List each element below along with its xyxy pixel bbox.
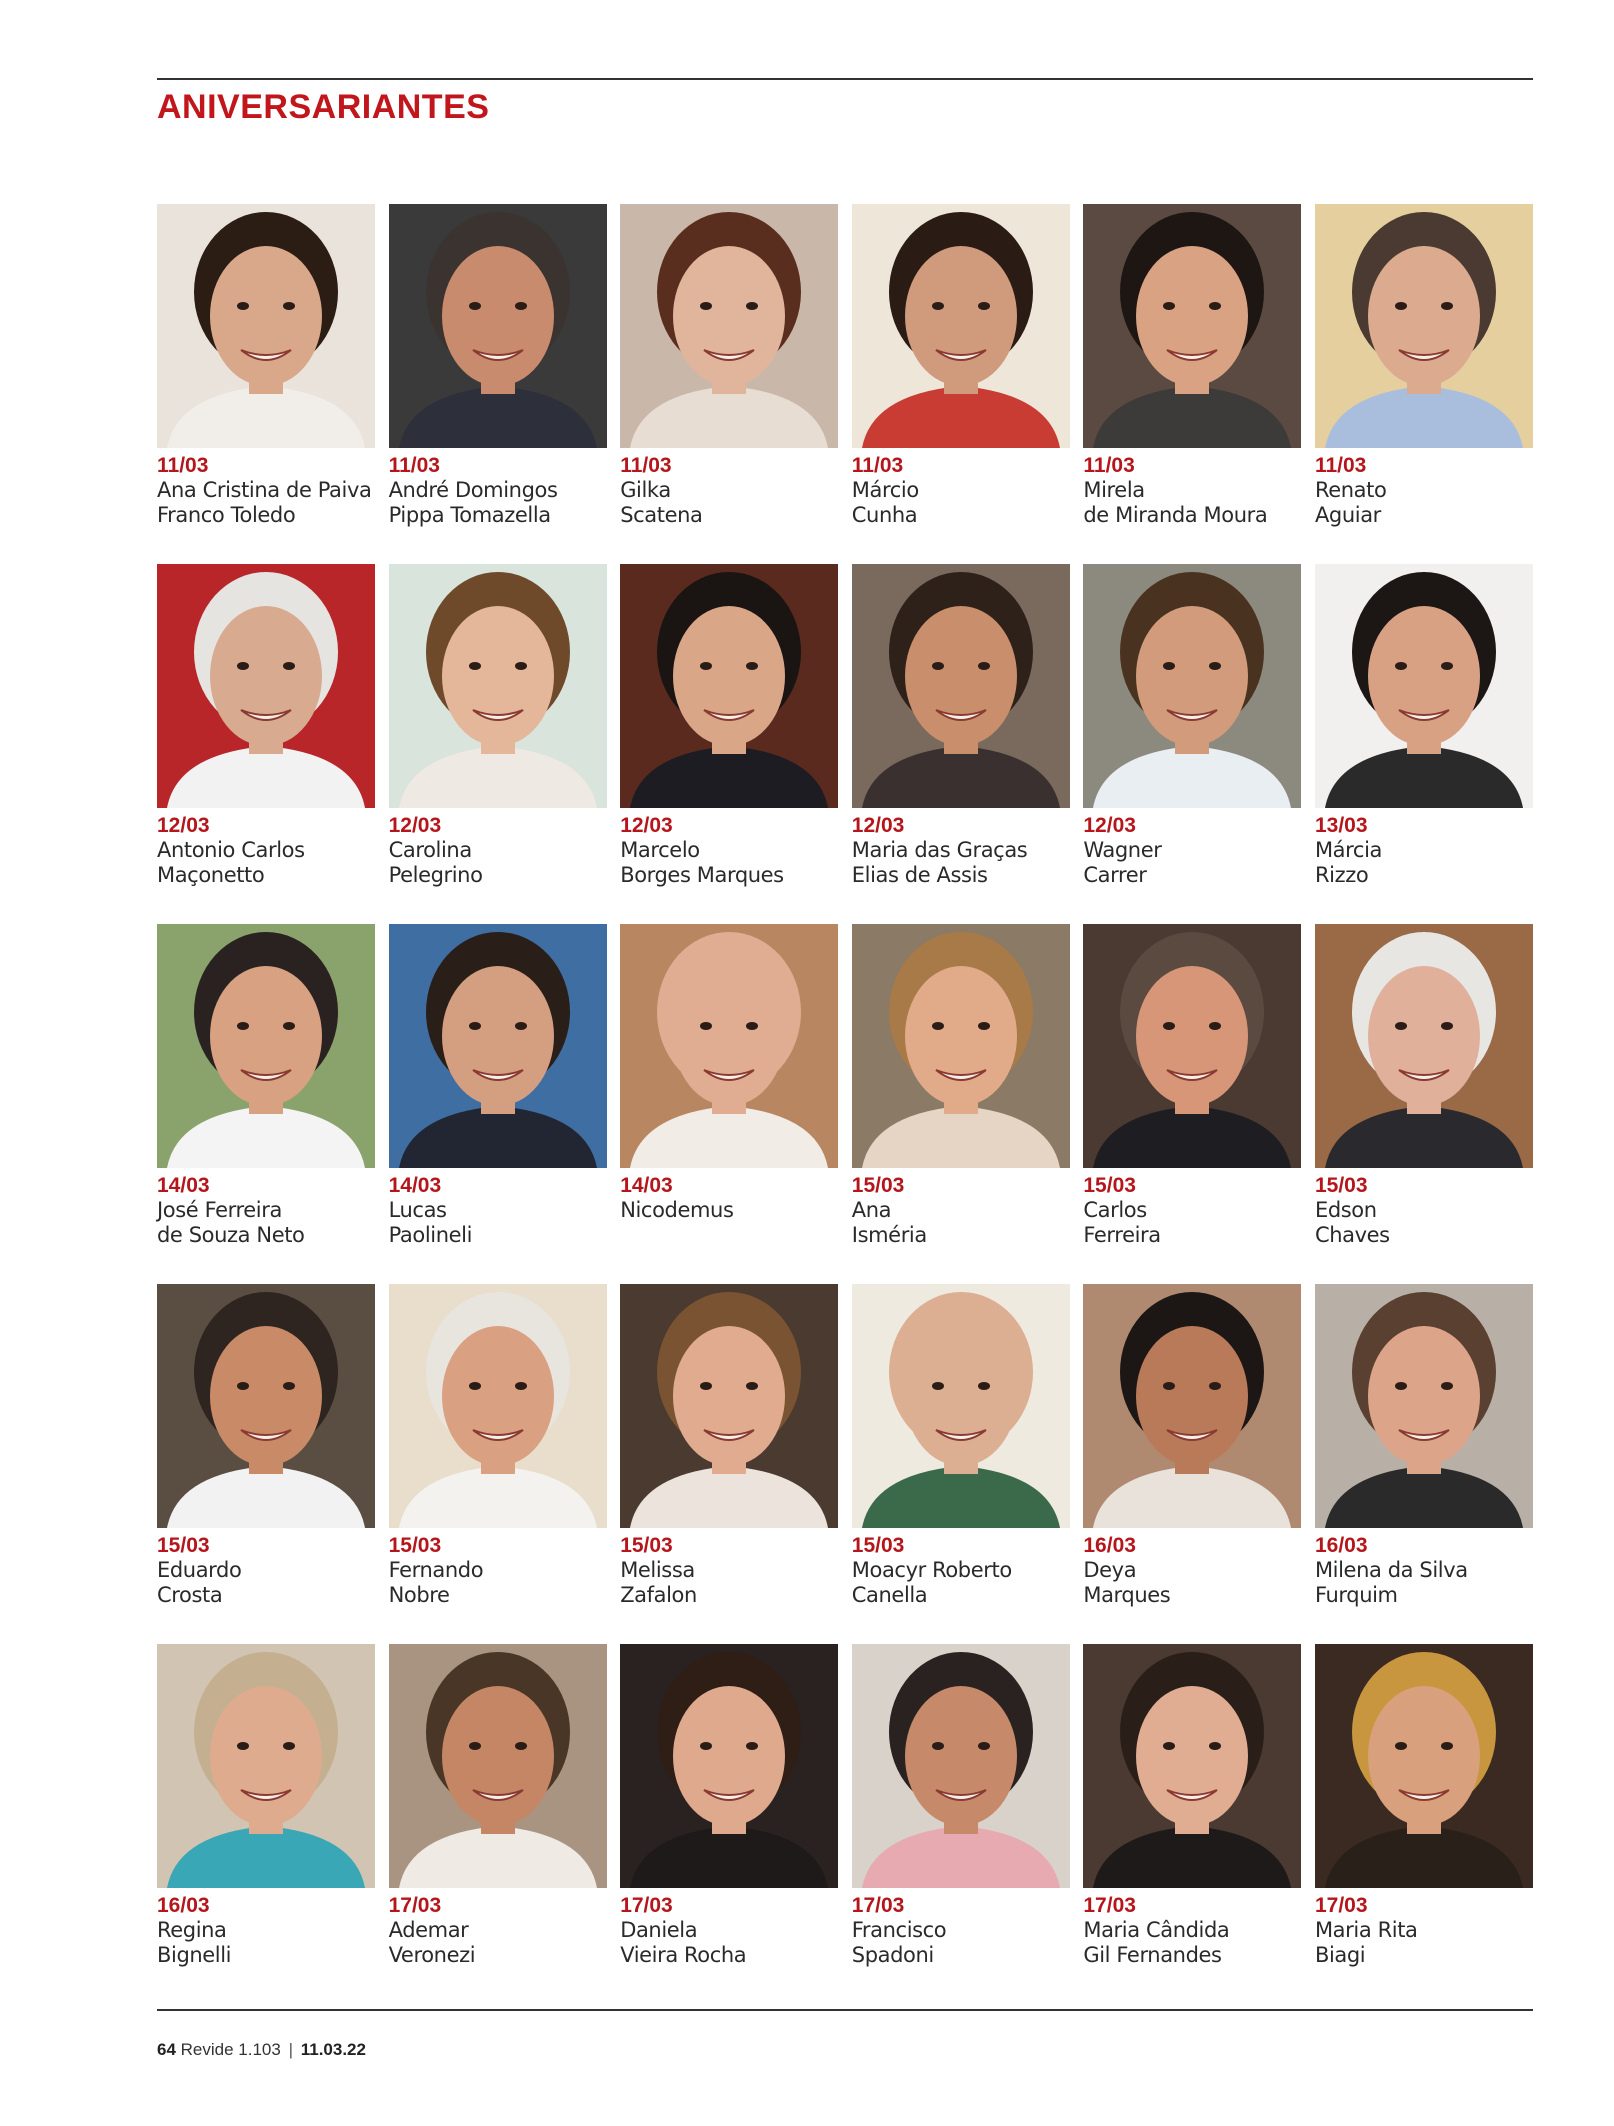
portrait-right-eye [515, 302, 527, 310]
portrait-right-eye [1441, 1742, 1453, 1750]
portrait-photo [1083, 1644, 1301, 1888]
person-card [620, 924, 838, 1284]
person-name-line-1: Eduardo [157, 1558, 242, 1582]
birthday-date: 15/03 [157, 1534, 210, 1557]
person-name-line-2: Vieira Rocha [620, 1943, 747, 1967]
person-name-line-2: Veronezi [388, 1943, 476, 1967]
portrait-left-eye [237, 1382, 249, 1390]
person-card [1083, 564, 1301, 924]
person-card [389, 1284, 607, 1644]
portrait-photo [157, 1644, 375, 1888]
portrait-face [210, 606, 322, 746]
portrait-photo [157, 1284, 375, 1528]
portrait-photo [389, 1644, 607, 1888]
portrait-illustration [389, 1284, 607, 1528]
person-card [389, 1644, 607, 2004]
person-name-line-1: Melissa [620, 1558, 695, 1582]
birthday-date: 17/03 [388, 1894, 442, 1917]
portrait-photo [389, 204, 607, 448]
person-card [1083, 1284, 1301, 1644]
portrait-illustration [389, 924, 607, 1168]
birthday-date: 11/03 [620, 454, 672, 477]
portrait-illustration [852, 204, 1070, 448]
portrait-left-eye [1163, 662, 1175, 670]
person-name-line-1: Wagner [1083, 838, 1162, 862]
portrait-left-eye [932, 1742, 944, 1750]
person-name-line-2: Nobre [388, 1583, 450, 1607]
portrait-face [673, 1326, 785, 1466]
person-card [389, 204, 607, 564]
portrait-illustration [389, 204, 607, 448]
portrait-left-eye [469, 1022, 481, 1030]
portrait-illustration [389, 564, 607, 808]
portrait-photo [1083, 204, 1301, 448]
birthday-date: 11/03 [388, 454, 440, 477]
portrait-photo [157, 204, 375, 448]
person-name-line-1: Milena da Silva [1314, 1558, 1468, 1582]
person-card [852, 1644, 1070, 2004]
portrait-right-eye [515, 1022, 527, 1030]
portrait-left-eye [469, 1382, 481, 1390]
portrait-illustration [1083, 1644, 1301, 1888]
person-name-line-2: Aguiar [1314, 503, 1381, 527]
portrait-photo [1315, 564, 1533, 808]
portrait-photo [1315, 924, 1533, 1168]
birthday-date: 15/03 [620, 1534, 673, 1557]
person-card [389, 564, 607, 924]
portrait-photo [1315, 1284, 1533, 1528]
person-name-line-2: Isméria [851, 1223, 927, 1247]
person-card [620, 204, 838, 564]
portrait-left-eye [1395, 1742, 1407, 1750]
person-name-line-2: Bignelli [157, 1943, 232, 1967]
person-name-line-1: Ana Cristina de Paiva [157, 478, 372, 502]
person-card [1315, 204, 1533, 564]
portrait-illustration [852, 564, 1070, 808]
portrait-right-eye [746, 1022, 758, 1030]
portrait-right-eye [1209, 662, 1221, 670]
person-name-line-1: Gilka [620, 478, 671, 502]
issue-date: 11.03.22 [300, 2040, 366, 2059]
portrait-photo [389, 924, 607, 1168]
person-card [852, 924, 1070, 1284]
portrait-photo [620, 1284, 838, 1528]
person-card [1083, 204, 1301, 564]
portrait-face [442, 1326, 554, 1466]
person-name-line-2: Marques [1083, 1583, 1171, 1607]
portrait-face [673, 606, 785, 746]
portrait-right-eye [515, 662, 527, 670]
person-card [157, 1284, 375, 1644]
portrait-left-eye [700, 1382, 712, 1390]
person-card [620, 1284, 838, 1644]
portrait-left-eye [1395, 302, 1407, 310]
person-card [620, 1644, 838, 2004]
person-name-line-2: Franco Toledo [157, 503, 296, 527]
person-card [1315, 1284, 1533, 1644]
person-name-line-2: Rizzo [1314, 863, 1369, 887]
portrait-photo [852, 1284, 1070, 1528]
portrait-illustration [620, 204, 838, 448]
person-name-line-2: Chaves [1314, 1223, 1390, 1247]
person-card [1083, 924, 1301, 1284]
portrait-photo [1083, 564, 1301, 808]
person-card [157, 564, 375, 924]
portrait-left-eye [1395, 1382, 1407, 1390]
portrait-left-eye [237, 1022, 249, 1030]
portrait-left-eye [700, 302, 712, 310]
birthday-date: 12/03 [1083, 814, 1136, 837]
portrait-illustration [1315, 924, 1533, 1168]
bottom-rule [157, 2009, 1533, 2011]
person-name-line-1: Nicodemus [620, 1198, 734, 1222]
portrait-illustration [157, 564, 375, 808]
portrait-photo [852, 204, 1070, 448]
portrait-illustration [1315, 564, 1533, 808]
portrait-illustration [1083, 564, 1301, 808]
person-name-line-2: Gil Fernandes [1083, 1943, 1222, 1967]
portrait-right-eye [1209, 1742, 1221, 1750]
person-card [157, 1644, 375, 2004]
portrait-face [1136, 246, 1248, 386]
portrait-left-eye [469, 302, 481, 310]
portrait-face [1136, 966, 1248, 1106]
portrait-right-eye [978, 302, 990, 310]
birthday-date: 11/03 [851, 454, 904, 477]
person-card [1315, 564, 1533, 924]
portrait-photo [1315, 204, 1533, 448]
person-name-line-1: Renato [1314, 478, 1387, 502]
person-card [852, 564, 1070, 924]
portrait-left-eye [700, 1742, 712, 1750]
portrait-illustration [1315, 1284, 1533, 1528]
portrait-photo [1315, 1644, 1533, 1888]
portrait-right-eye [1209, 302, 1221, 310]
person-name-line-2: de Miranda Moura [1083, 503, 1268, 527]
portrait-right-eye [283, 302, 295, 310]
portrait-photo [389, 564, 607, 808]
person-name-line-2: Crosta [157, 1583, 223, 1607]
portrait-left-eye [469, 1742, 481, 1750]
person-card [620, 564, 838, 924]
birthday-date: 12/03 [620, 814, 673, 837]
portrait-face [210, 966, 322, 1106]
birthday-date: 17/03 [851, 1894, 905, 1917]
birthday-date: 14/03 [388, 1174, 442, 1197]
portrait-illustration [852, 1644, 1070, 1888]
portrait-left-eye [1163, 1382, 1175, 1390]
person-name-line-2: Pippa Tomazella [388, 503, 551, 527]
portrait-right-eye [978, 1022, 990, 1030]
portrait-right-eye [1441, 1382, 1453, 1390]
portrait-photo [389, 1284, 607, 1528]
birthday-date: 11/03 [157, 454, 209, 477]
footer-separator: | [288, 2040, 293, 2059]
portrait-photo [620, 564, 838, 808]
portrait-illustration [157, 924, 375, 1168]
person-name-line-2: Spadoni [851, 1943, 934, 1967]
portrait-photo [1083, 1284, 1301, 1528]
person-name-line-1: Antonio Carlos [157, 838, 305, 862]
birthday-grid [157, 204, 1533, 2004]
portrait-photo [157, 564, 375, 808]
birthday-date: 15/03 [851, 1534, 905, 1557]
person-card [389, 924, 607, 1284]
page-number: 64 [157, 2040, 176, 2059]
birthday-date: 11/03 [1083, 454, 1135, 477]
person-name-line-2: Scatena [620, 503, 703, 527]
person-name-line-1: Maria das Graças [851, 838, 1028, 862]
person-name-line-1: Deya [1083, 1558, 1137, 1582]
portrait-left-eye [1163, 1742, 1175, 1750]
portrait-face [442, 966, 554, 1106]
portrait-illustration [389, 1644, 607, 1888]
portrait-right-eye [515, 1382, 527, 1390]
portrait-illustration [157, 1644, 375, 1888]
birthday-date: 12/03 [388, 814, 442, 837]
portrait-face [1368, 1326, 1480, 1466]
portrait-right-eye [746, 1742, 758, 1750]
person-name-line-2: Paolineli [388, 1223, 472, 1247]
page-footer [157, 2040, 366, 2060]
portrait-right-eye [978, 1742, 990, 1750]
portrait-illustration [852, 924, 1070, 1168]
portrait-face [1368, 1686, 1480, 1826]
birthday-date: 11/03 [1314, 454, 1367, 477]
portrait-photo [852, 924, 1070, 1168]
portrait-illustration [157, 1284, 375, 1528]
portrait-illustration [1083, 924, 1301, 1168]
portrait-illustration [1083, 1284, 1301, 1528]
person-name-line-2: Zafalon [620, 1583, 697, 1607]
portrait-illustration [620, 1644, 838, 1888]
birthday-date: 15/03 [851, 1174, 905, 1197]
birthday-date: 16/03 [1083, 1534, 1136, 1557]
portrait-illustration [620, 1284, 838, 1528]
portrait-photo [157, 924, 375, 1168]
portrait-right-eye [283, 662, 295, 670]
portrait-face [673, 966, 785, 1106]
portrait-left-eye [237, 1742, 249, 1750]
portrait-left-eye [932, 1382, 944, 1390]
birthday-date: 15/03 [1083, 1174, 1136, 1197]
magazine-issue: Revide 1.103 [180, 2040, 281, 2059]
portrait-left-eye [700, 1022, 712, 1030]
portrait-face [673, 246, 785, 386]
portrait-right-eye [515, 1742, 527, 1750]
portrait-right-eye [746, 302, 758, 310]
person-card [852, 204, 1070, 564]
person-name-line-1: André Domingos [388, 478, 558, 502]
person-name-line-2: Carrer [1083, 863, 1147, 887]
person-name-line-2: Pelegrino [388, 863, 483, 887]
person-name-line-2: Canella [851, 1583, 928, 1607]
portrait-photo [620, 204, 838, 448]
portrait-right-eye [1441, 662, 1453, 670]
portrait-right-eye [283, 1382, 295, 1390]
birthday-date: 15/03 [1314, 1174, 1368, 1197]
person-card [1083, 1644, 1301, 2004]
birthday-date: 16/03 [157, 1894, 210, 1917]
portrait-face [210, 246, 322, 386]
portrait-photo [852, 1644, 1070, 1888]
portrait-left-eye [1395, 662, 1407, 670]
portrait-left-eye [932, 662, 944, 670]
person-name-line-1: Moacyr Roberto [851, 1558, 1012, 1582]
portrait-left-eye [1163, 1022, 1175, 1030]
birthday-date: 12/03 [851, 814, 905, 837]
person-name-line-1: Maria Rita [1314, 1918, 1418, 1942]
portrait-face [1368, 966, 1480, 1106]
portrait-illustration [157, 204, 375, 448]
person-name-line-1: Daniela [620, 1918, 698, 1942]
portrait-right-eye [1209, 1382, 1221, 1390]
person-name-line-1: Carolina [388, 838, 472, 862]
person-card [1315, 1644, 1533, 2004]
portrait-face [673, 1686, 785, 1826]
person-name-line-2: Furquim [1314, 1583, 1398, 1607]
portrait-face [905, 606, 1017, 746]
portrait-left-eye [1163, 302, 1175, 310]
portrait-face [905, 1326, 1017, 1466]
birthday-date: 17/03 [620, 1894, 673, 1917]
person-card [1315, 924, 1533, 1284]
person-name-line-2: Biagi [1314, 1943, 1366, 1967]
portrait-face [1136, 606, 1248, 746]
portrait-right-eye [978, 662, 990, 670]
person-name-line-1: Carlos [1083, 1198, 1147, 1222]
person-name-line-2: Cunha [851, 503, 918, 527]
portrait-face [210, 1686, 322, 1826]
portrait-left-eye [932, 1022, 944, 1030]
portrait-right-eye [1441, 1022, 1453, 1030]
birthday-date: 12/03 [157, 814, 210, 837]
portrait-illustration [620, 564, 838, 808]
portrait-face [210, 1326, 322, 1466]
person-name-line-1: Maria Cândida [1083, 1918, 1230, 1942]
person-name-line-1: Marcelo [620, 838, 700, 862]
person-card [852, 1284, 1070, 1644]
person-name-line-1: José Ferreira [157, 1198, 282, 1222]
section-title: ANIVERSARIANTES [157, 88, 490, 126]
birthday-date: 17/03 [1314, 1894, 1368, 1917]
person-name-line-1: Márcio [851, 478, 919, 502]
portrait-illustration [852, 1284, 1070, 1528]
portrait-right-eye [746, 1382, 758, 1390]
portrait-face [442, 246, 554, 386]
person-name-line-1: Mirela [1083, 478, 1145, 502]
portrait-right-eye [283, 1742, 295, 1750]
portrait-face [905, 966, 1017, 1106]
portrait-face [1136, 1326, 1248, 1466]
portrait-right-eye [746, 662, 758, 670]
person-name-line-2: de Souza Neto [157, 1223, 305, 1247]
person-name-line-1: Regina [157, 1918, 227, 1942]
birthday-date: 15/03 [388, 1534, 442, 1557]
person-name-line-1: Ademar [388, 1918, 469, 1942]
portrait-left-eye [469, 662, 481, 670]
portrait-left-eye [237, 302, 249, 310]
portrait-illustration [620, 924, 838, 1168]
portrait-face [905, 246, 1017, 386]
person-name-line-1: Lucas [388, 1198, 447, 1222]
portrait-right-eye [978, 1382, 990, 1390]
portrait-face [442, 606, 554, 746]
birthday-date: 14/03 [620, 1174, 673, 1197]
person-card [157, 204, 375, 564]
portrait-left-eye [700, 662, 712, 670]
portrait-face [905, 1686, 1017, 1826]
person-name-line-2: Maçonetto [157, 863, 265, 887]
portrait-left-eye [237, 662, 249, 670]
portrait-photo [1083, 924, 1301, 1168]
portrait-illustration [1083, 204, 1301, 448]
person-name-line-1: Ana [851, 1198, 892, 1222]
person-name-line-2: Borges Marques [620, 863, 784, 887]
person-name-line-1: Márcia [1314, 838, 1382, 862]
portrait-photo [852, 564, 1070, 808]
portrait-face [1368, 246, 1480, 386]
person-name-line-1: Francisco [851, 1918, 947, 1942]
portrait-photo [620, 1644, 838, 1888]
portrait-left-eye [932, 302, 944, 310]
top-rule [157, 78, 1533, 80]
birthday-date: 16/03 [1314, 1534, 1368, 1557]
portrait-right-eye [1441, 302, 1453, 310]
portrait-photo [620, 924, 838, 1168]
person-name-line-2: Elias de Assis [851, 863, 988, 887]
portrait-illustration [1315, 204, 1533, 448]
portrait-illustration [1315, 1644, 1533, 1888]
person-card [157, 924, 375, 1284]
portrait-right-eye [283, 1022, 295, 1030]
portrait-right-eye [1209, 1022, 1221, 1030]
person-name-line-2: Ferreira [1083, 1223, 1161, 1247]
portrait-left-eye [1395, 1022, 1407, 1030]
birthday-date: 13/03 [1314, 814, 1368, 837]
birthday-date: 14/03 [157, 1174, 210, 1197]
portrait-face [1368, 606, 1480, 746]
portrait-face [442, 1686, 554, 1826]
person-name-line-1: Fernando [388, 1558, 484, 1582]
portrait-face [1136, 1686, 1248, 1826]
person-name-line-1: Edson [1314, 1198, 1377, 1222]
birthday-date: 17/03 [1083, 1894, 1136, 1917]
